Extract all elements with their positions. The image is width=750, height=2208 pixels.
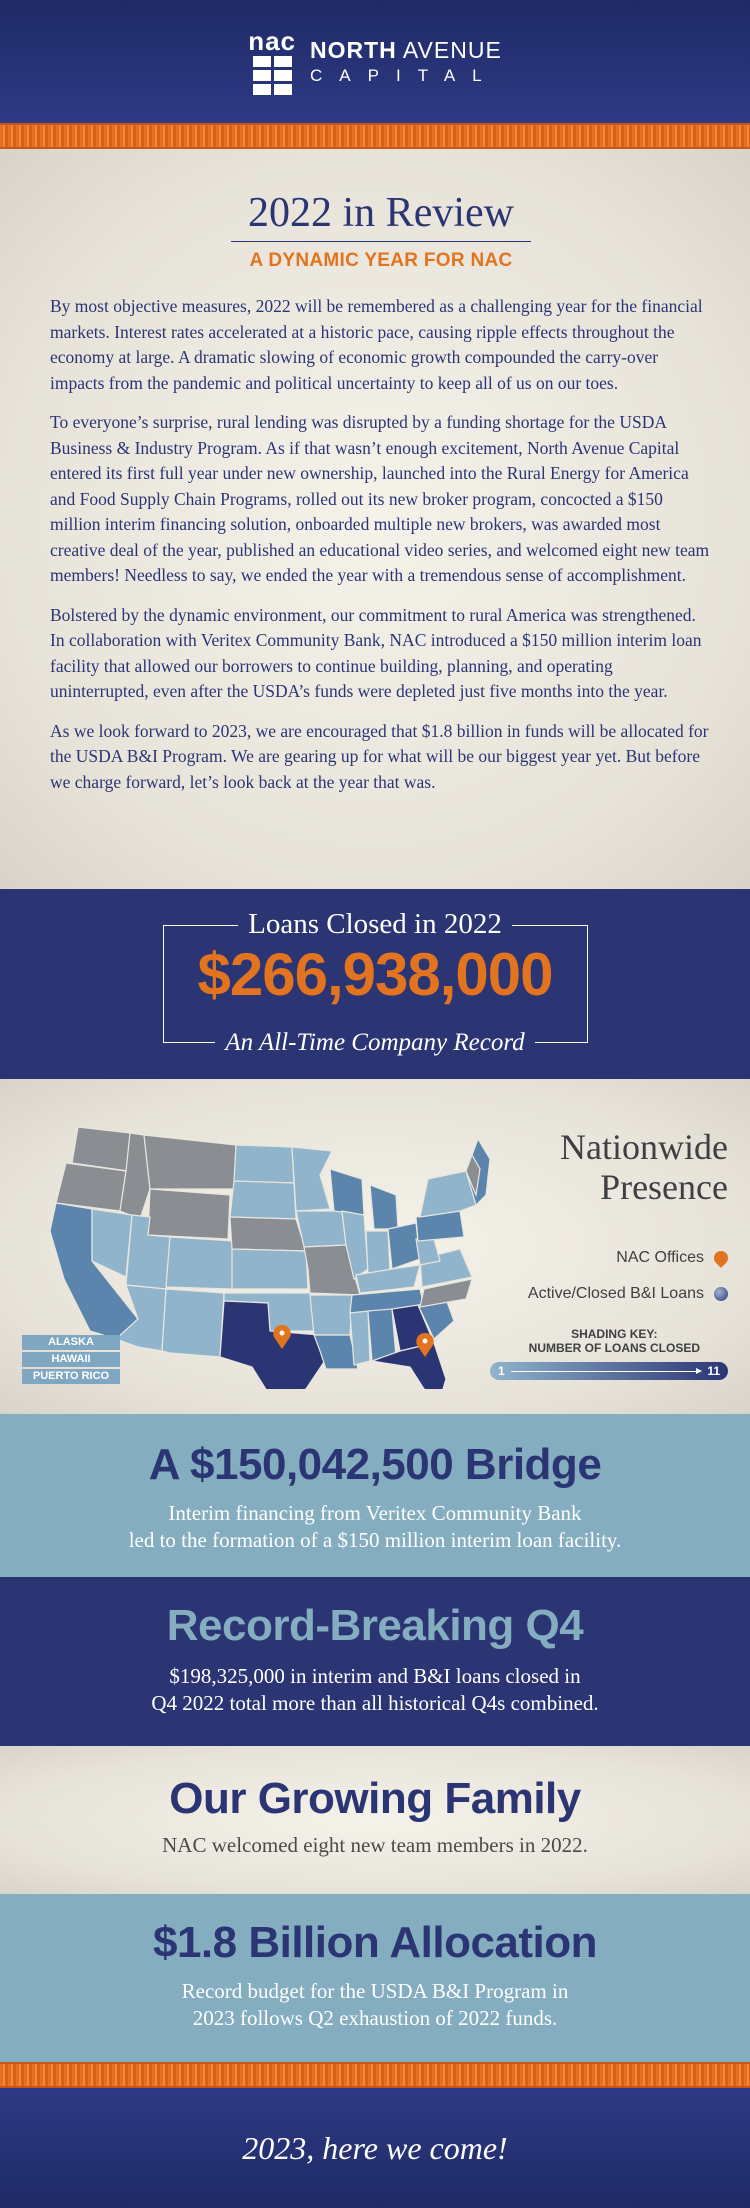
q4-text: $198,325,000 in interim and B&I loans closed in Q4 2022 total more than all historical Q4s combined.	[151, 1664, 599, 1715]
allocation-text: Record budget for the USDA B&I Program in 2023 follows Q2 exhaustion of 2022 funds.	[181, 1979, 569, 2030]
state-north-dakota	[234, 1145, 294, 1183]
state-colorado	[166, 1237, 234, 1289]
state-nebraska	[230, 1217, 306, 1251]
territories-legend	[22, 1335, 120, 1384]
q4-title: Record-Breaking Q4	[166, 1601, 584, 1650]
state-wyoming	[148, 1189, 230, 1239]
state-kansas	[232, 1249, 308, 1289]
arrow-right-icon	[511, 1371, 702, 1372]
review-paragraph: To everyone’s surprise, rural lending was disrupted by a funding shortage for the USDA Business & Industry Program. As if that wasn’t enough excitement, North Avenue Capital entered its first full year under new ownership, launched into the Rural Energy for America and Food Supply Chain Programs, rolled out its new broker program, concocted a $150 million interim financing solution, onboarded multiple new brokers, was awarded most creative deal of the year, published an educational video series, and welcomed eight new team members! Needless to say, we ended the year with a tremendous sense of accomplishment.	[50, 412, 710, 585]
nac-logo[interactable]	[248, 25, 502, 95]
loans-box	[163, 908, 588, 1056]
logo-grid-icon	[253, 56, 292, 95]
logo-line2: CAPITAL	[310, 66, 499, 85]
state-oregon	[56, 1163, 126, 1211]
review-paragraph: Bolstered by the dynamic environment, our commitment to rural America was strengthened. In collaboration with Veritex Community Bank, NAC introduced a $150 million interim loan facility that allowed our borrowers to continue building, planning, and operating uninterrupted, even after the USDA’s funds were depleted just five months into the year.	[50, 604, 702, 701]
state-michigan	[370, 1185, 398, 1229]
legend-active-loans	[528, 1285, 728, 1303]
presence-section	[0, 1079, 750, 1414]
shading-key-bar	[490, 1362, 728, 1380]
state-south-dakota	[230, 1181, 296, 1219]
territory-label: PUERTO RICO	[22, 1369, 120, 1384]
shading-key-title: SHADING KEY: NUMBER OF LOANS CLOSED	[528, 1327, 700, 1355]
family-title: Our Growing Family	[169, 1774, 581, 1823]
map-pin-icon	[711, 1248, 731, 1268]
loans-amount: $266,938,000	[197, 941, 553, 1008]
review-paragraph: By most objective measures, 2022 will be remembered as a challenging year for the financial markets. Interest rates accelerated at a historic pace, causing ripple effects throughout the economy at large. A dramatic slowing of economic growth compounded the carry-over impacts from the pandemic and political uncertainty to keep all of us on our toes.	[50, 296, 703, 393]
legend-offices-label: NAC Offices	[616, 1249, 704, 1266]
bridge-title: A $150,042,500 Bridge	[148, 1440, 602, 1489]
bridge-section	[0, 1414, 750, 1577]
loans-title: Loans Closed in 2022	[238, 908, 512, 941]
review-section	[0, 149, 750, 889]
territory-label: ALASKA	[22, 1335, 120, 1350]
family-text: NAC welcomed eight new team members in 2022.	[162, 1833, 588, 1857]
logo-line1: NORTH AVENUE	[310, 37, 502, 63]
orange-divider	[0, 123, 750, 149]
state-montana	[144, 1135, 236, 1189]
state-nevada	[92, 1209, 132, 1277]
territory-label: HAWAII	[22, 1352, 120, 1367]
orange-divider	[0, 2062, 750, 2088]
review-subtitle: A DYNAMIC YEAR FOR NAC	[249, 250, 513, 271]
state-west-virginia	[416, 1239, 440, 1265]
state-wisconsin	[330, 1169, 364, 1215]
allocation-section	[0, 1894, 750, 2062]
review-title: 2022 in Review	[248, 190, 514, 236]
state-iowa	[296, 1211, 346, 1247]
logo-mark	[248, 25, 297, 95]
footer-text: 2023, here we come!	[242, 2129, 508, 2166]
state-alabama	[368, 1309, 396, 1361]
footer	[0, 2088, 750, 2208]
review-paragraph: As we look forward to 2023, we are encouraged that $1.8 billion in funds will be allocated for the USDA B&I Program. We are gearing up for what will be our biggest year yet. But before we charge forward, let’s look back at the year that was.	[50, 720, 709, 792]
logo-wordmark	[310, 37, 502, 86]
shading-max: 11	[707, 1364, 720, 1378]
state-arkansas	[310, 1295, 352, 1335]
presence-title: Nationwide Presence	[560, 1127, 728, 1207]
state-indiana	[366, 1231, 390, 1275]
shading-min: 1	[498, 1364, 505, 1378]
bridge-text: Interim financing from Veritex Community Bank led to the formation of a $150 million interim loan facility.	[128, 1501, 622, 1552]
state-minnesota	[292, 1147, 332, 1211]
loans-section	[0, 889, 750, 1079]
logo-nac-text: nac	[248, 25, 297, 56]
q4-section	[0, 1577, 750, 1746]
header	[0, 0, 750, 123]
title-rule	[231, 241, 531, 242]
loan-dot-icon	[714, 1287, 728, 1301]
loans-subtitle: An All-Time Company Record	[215, 1029, 534, 1057]
family-section	[0, 1746, 750, 1894]
legend-active-label: Active/Closed B&I Loans	[527, 1285, 704, 1302]
state-mississippi	[350, 1311, 370, 1365]
legend-offices	[616, 1249, 728, 1267]
state-new-mexico	[162, 1289, 224, 1357]
state-ohio	[388, 1223, 420, 1269]
allocation-title: $1.8 Billion Allocation	[152, 1918, 598, 1967]
